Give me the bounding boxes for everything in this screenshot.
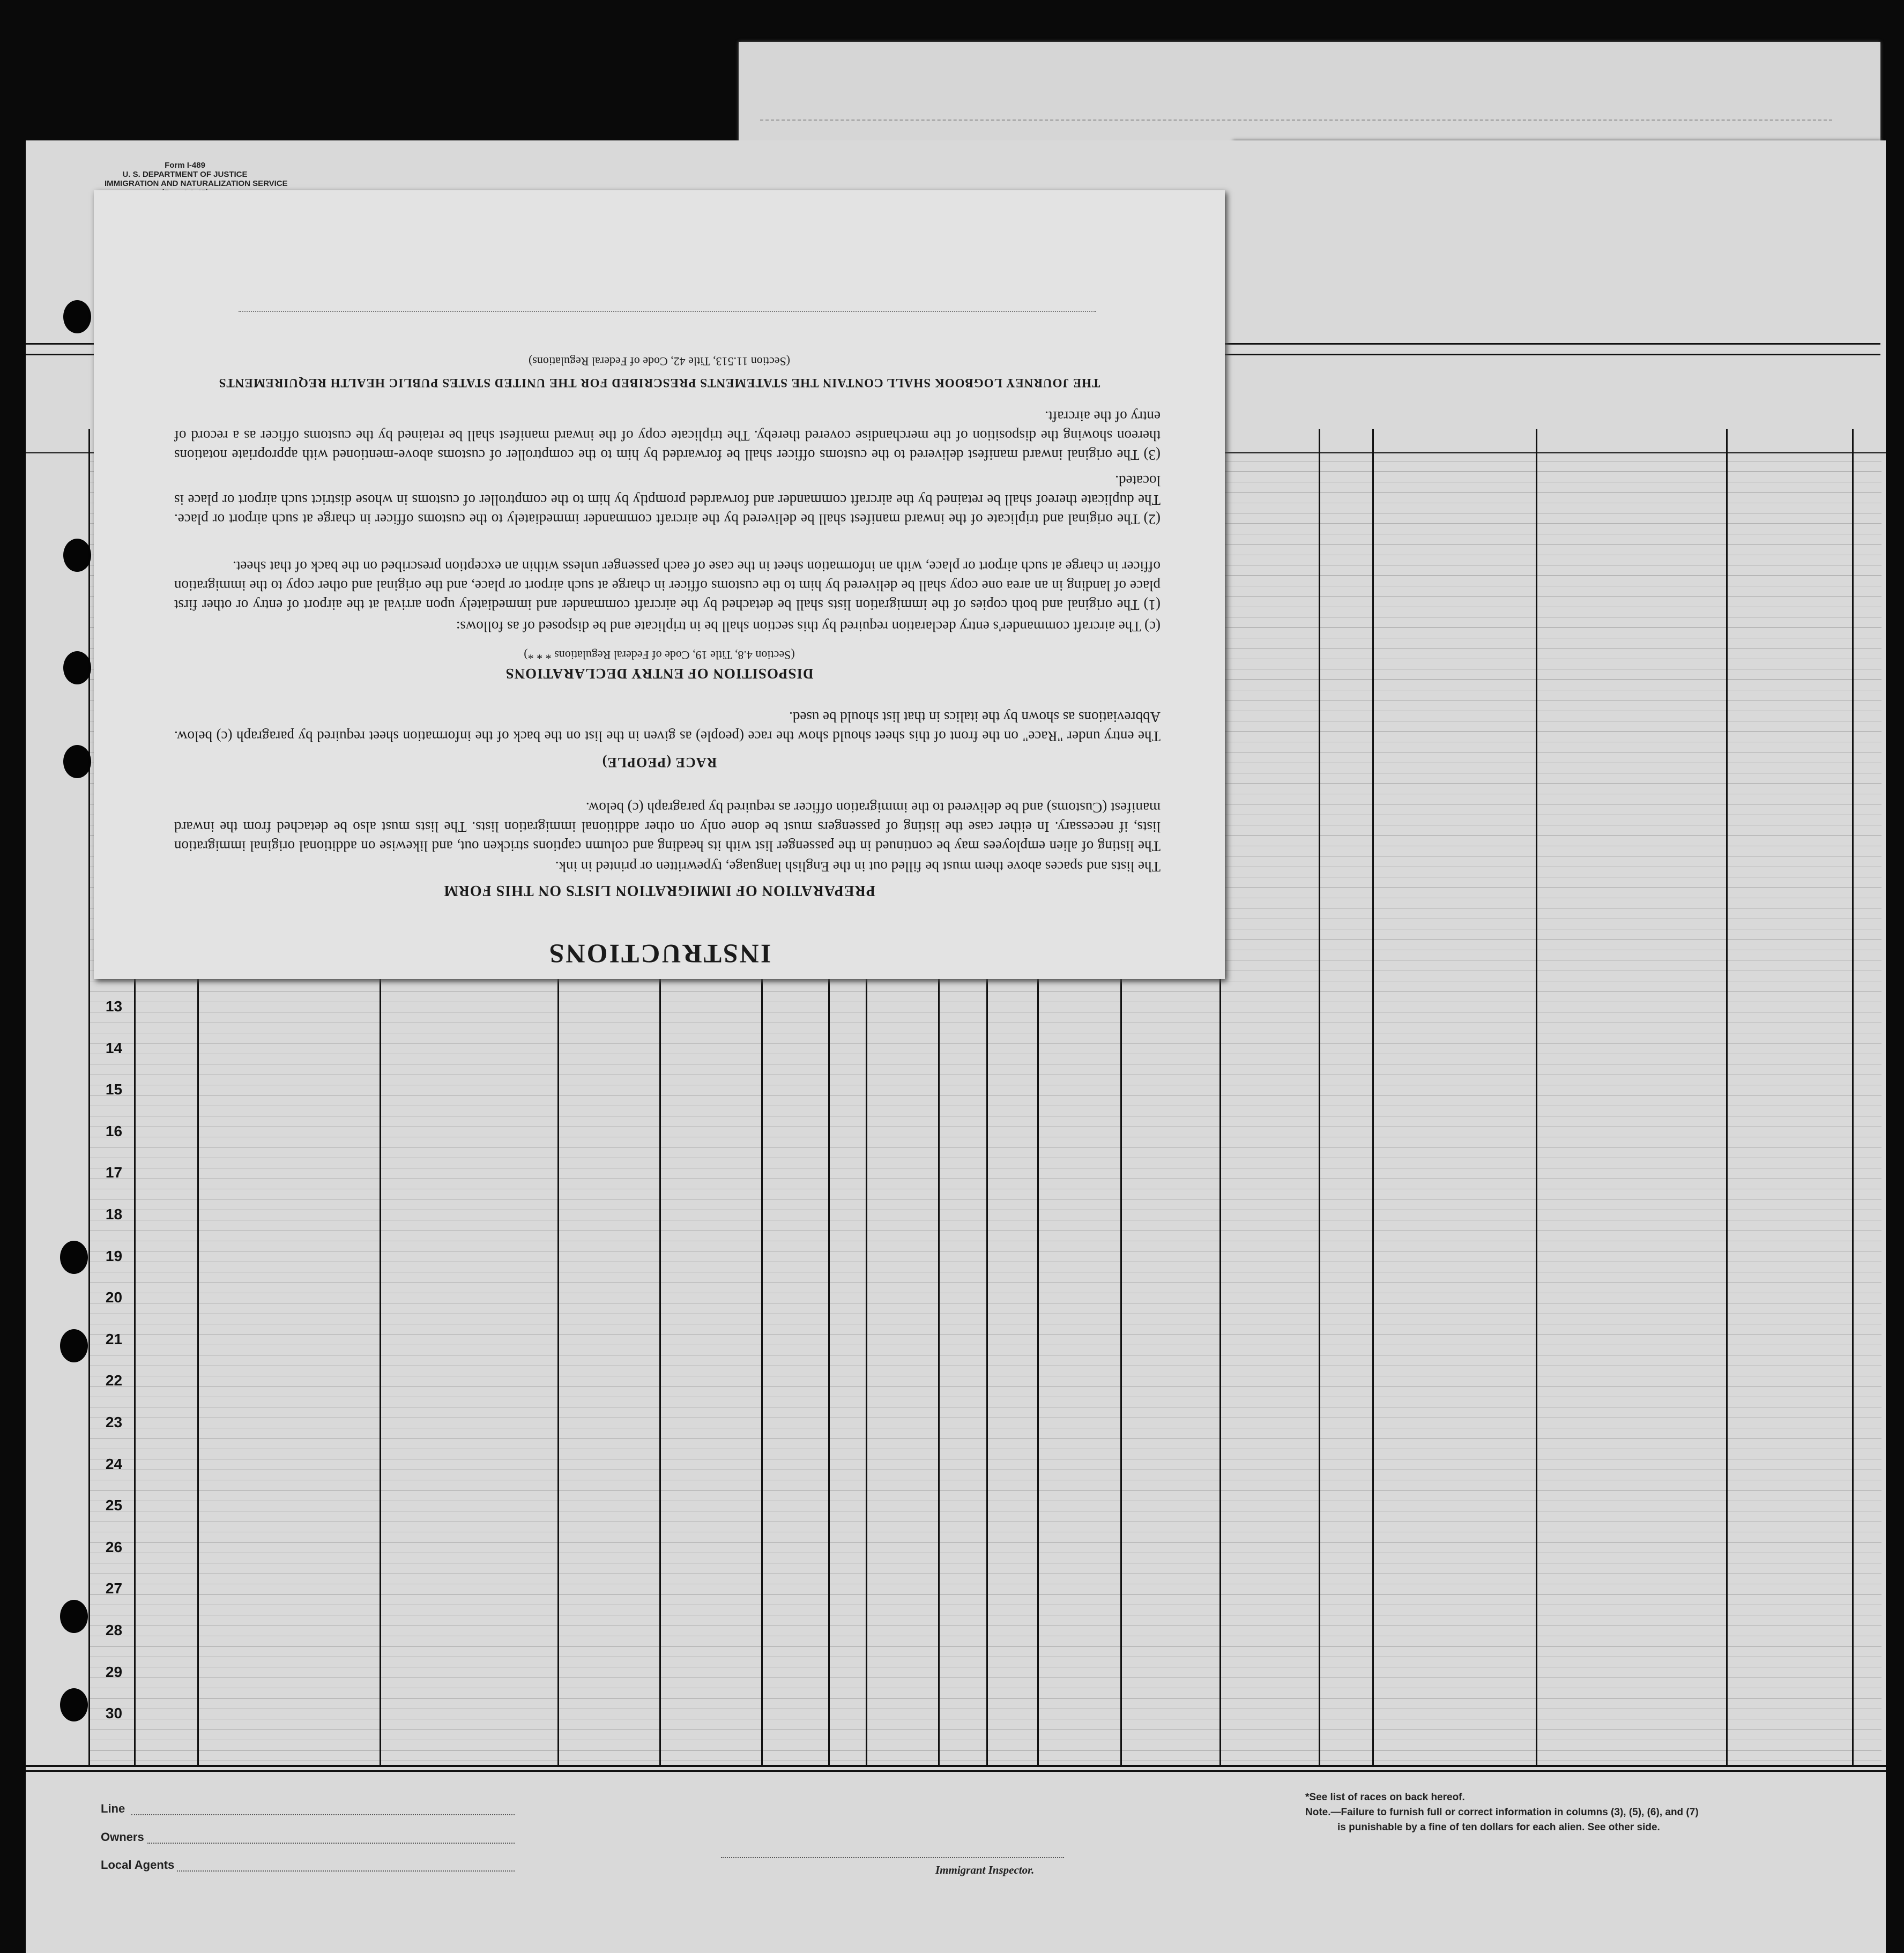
preparation-paragraph-2: The listing of alien employees may be continued in the passenger list with its heading and column captions stricken out, and likewise on additional original immigration lists, if necessary. In either case the listing of passengers must be done only on other additional immigration lists. The lists must also be detached from the inward manifest (Customs) and be delivered to the immigration officer as required by paragraph (c) below. [174,800,1161,854]
fine-note-line-1: Note.—Failure to furnish full or correct information in columns (3), (5), (6), and (7) [1305,1807,1699,1818]
row-number: 30 [105,1705,123,1722]
ruled-line [88,1698,1881,1699]
punch-hole [60,1688,88,1721]
line-field[interactable] [131,1814,515,1815]
row-number: 13 [105,998,123,1015]
form-number: Form I-489 [165,161,205,170]
fine-note-line-2: is punishable by a fine of ten dollars for each alien. See other side. [1337,1822,1660,1833]
column-rule [1852,429,1854,1766]
ruled-line [88,1490,1881,1491]
row-number: 21 [105,1330,123,1347]
disposition-heading: DISPOSITION OF ENTRY DECLARATIONS [505,666,814,682]
health-heading: THE JOURNEY LOGBOOK SHALL CONTAIN THE STATEMENTS PRESCRIBED FOR THE UNITED STATES PUBLIC HEALTH REQUIREMENTS [218,376,1100,390]
punch-hole [63,300,91,333]
row-number: 22 [105,1372,123,1389]
row-number: 24 [105,1455,123,1472]
punch-hole [63,539,91,572]
row-number: 23 [105,1414,123,1430]
punch-hole [63,651,91,684]
preparation-heading: PREPARATION OF IMMIGRATION LISTS ON THIS FORM [443,882,875,899]
row-number: 26 [105,1538,123,1555]
owners-field[interactable] [147,1843,515,1844]
inspector-signature-field[interactable] [721,1857,1064,1858]
row-number: 25 [105,1497,123,1514]
column-rule [1536,429,1537,1766]
service-name: IMMIGRATION AND NATURALIZATION SERVICE [105,179,288,188]
punch-hole [60,1329,88,1362]
column-rule [1319,429,1320,1766]
ruled-line [88,1750,1881,1751]
row-number: 18 [105,1206,123,1223]
instructions-sheet [94,190,1225,979]
disposition-paragraph-c: (c) The aircraft commander's entry declaration required by this section shall be in triplicate and be disposed of as follows: [456,618,1161,635]
health-citation: (Section 11.513, Title 42, Code of Federal Regulations) [528,355,791,368]
ruled-line [88,1542,1881,1543]
department-name: U. S. DEPARTMENT OF JUSTICE [122,170,248,179]
row-number: 28 [105,1622,123,1638]
row-number: 16 [105,1122,123,1139]
disposition-paragraph-2: (2) The original and triplicate of the inward manifest shall be delivered by the aircraft commander immediately to the customs officer in charge at such airport or place. The duplicate thereof shall be retained by the aircraft commander and forwarded promptly by him to the comptroller of customs in whose district such airport or place is located. [174,473,1161,527]
column-rule [1372,429,1374,1766]
ruled-line [88,1438,1881,1439]
row-number: 20 [105,1289,123,1306]
ruled-line [88,991,1881,992]
owners-label: Owners [101,1830,144,1844]
disposition-paragraph-1: (1) The original and both copies of the immigration lists shall be detached by the aircraft commander and immediately upon arrival at the airport of entry or other first place of landing in an area one copy shall be delivered by him to the customs officer in charge at such airport or place, and the original and other copy to the immigration officer in charge at such airport or place, with an information sheet in the case of each passenger unless within an exception prescribed on the back of that sheet. [174,558,1161,613]
race-heading: RACE (PEOPLE) [601,755,717,770]
instructions-title: INSTRUCTIONS [547,939,771,969]
punch-hole [63,745,91,778]
line-label: Line [101,1802,125,1815]
local-agents-field[interactable] [177,1870,515,1872]
row-number: 19 [105,1247,123,1264]
disposition-paragraph-3: (3) The original inward manifest delivered to the customs officer shall be forwarded by him to the comptroller of customs above-mentioned with appropriate notations thereon showing the disposition of the merchandise covered thereby. The triplicate copy of the inward manifest shall be retained by the customs officer as a record of entry of the aircraft. [174,408,1161,463]
preparation-paragraph-1: The lists and spaces above them must be filled out in the English language, typewritten or printed in ink. [555,859,1161,875]
row-number: 27 [105,1580,123,1597]
column-rule [88,429,90,1766]
immigrant-inspector-label: Immigrant Inspector. [935,1863,1035,1876]
disposition-citation: (Section 4.8, Title 19, Code of Federal Regulations * * *) [524,648,795,662]
ruled-line [88,1594,1881,1595]
race-paragraph: The entry under "Race" on the front of this sheet should show the race (people) as given in the list on the back of the information sheet required by paragraph (c) below. Abbreviations as shown by the italics in that list should be used. [174,709,1161,744]
races-note: *See list of races on back hereof. [1305,1792,1465,1803]
row-number: 29 [105,1663,123,1680]
signature-line [239,310,1096,312]
ruled-line [88,1646,1881,1647]
table-bottom-rule-1 [26,1765,1886,1767]
row-number: 14 [105,1039,123,1056]
punch-hole [60,1600,88,1633]
row-number: 17 [105,1164,123,1181]
punch-hole [60,1241,88,1274]
column-rule [1726,429,1728,1766]
row-number: 15 [105,1081,123,1098]
table-bottom-rule-2 [26,1770,1886,1772]
local-agents-label: Local Agents [101,1858,175,1872]
